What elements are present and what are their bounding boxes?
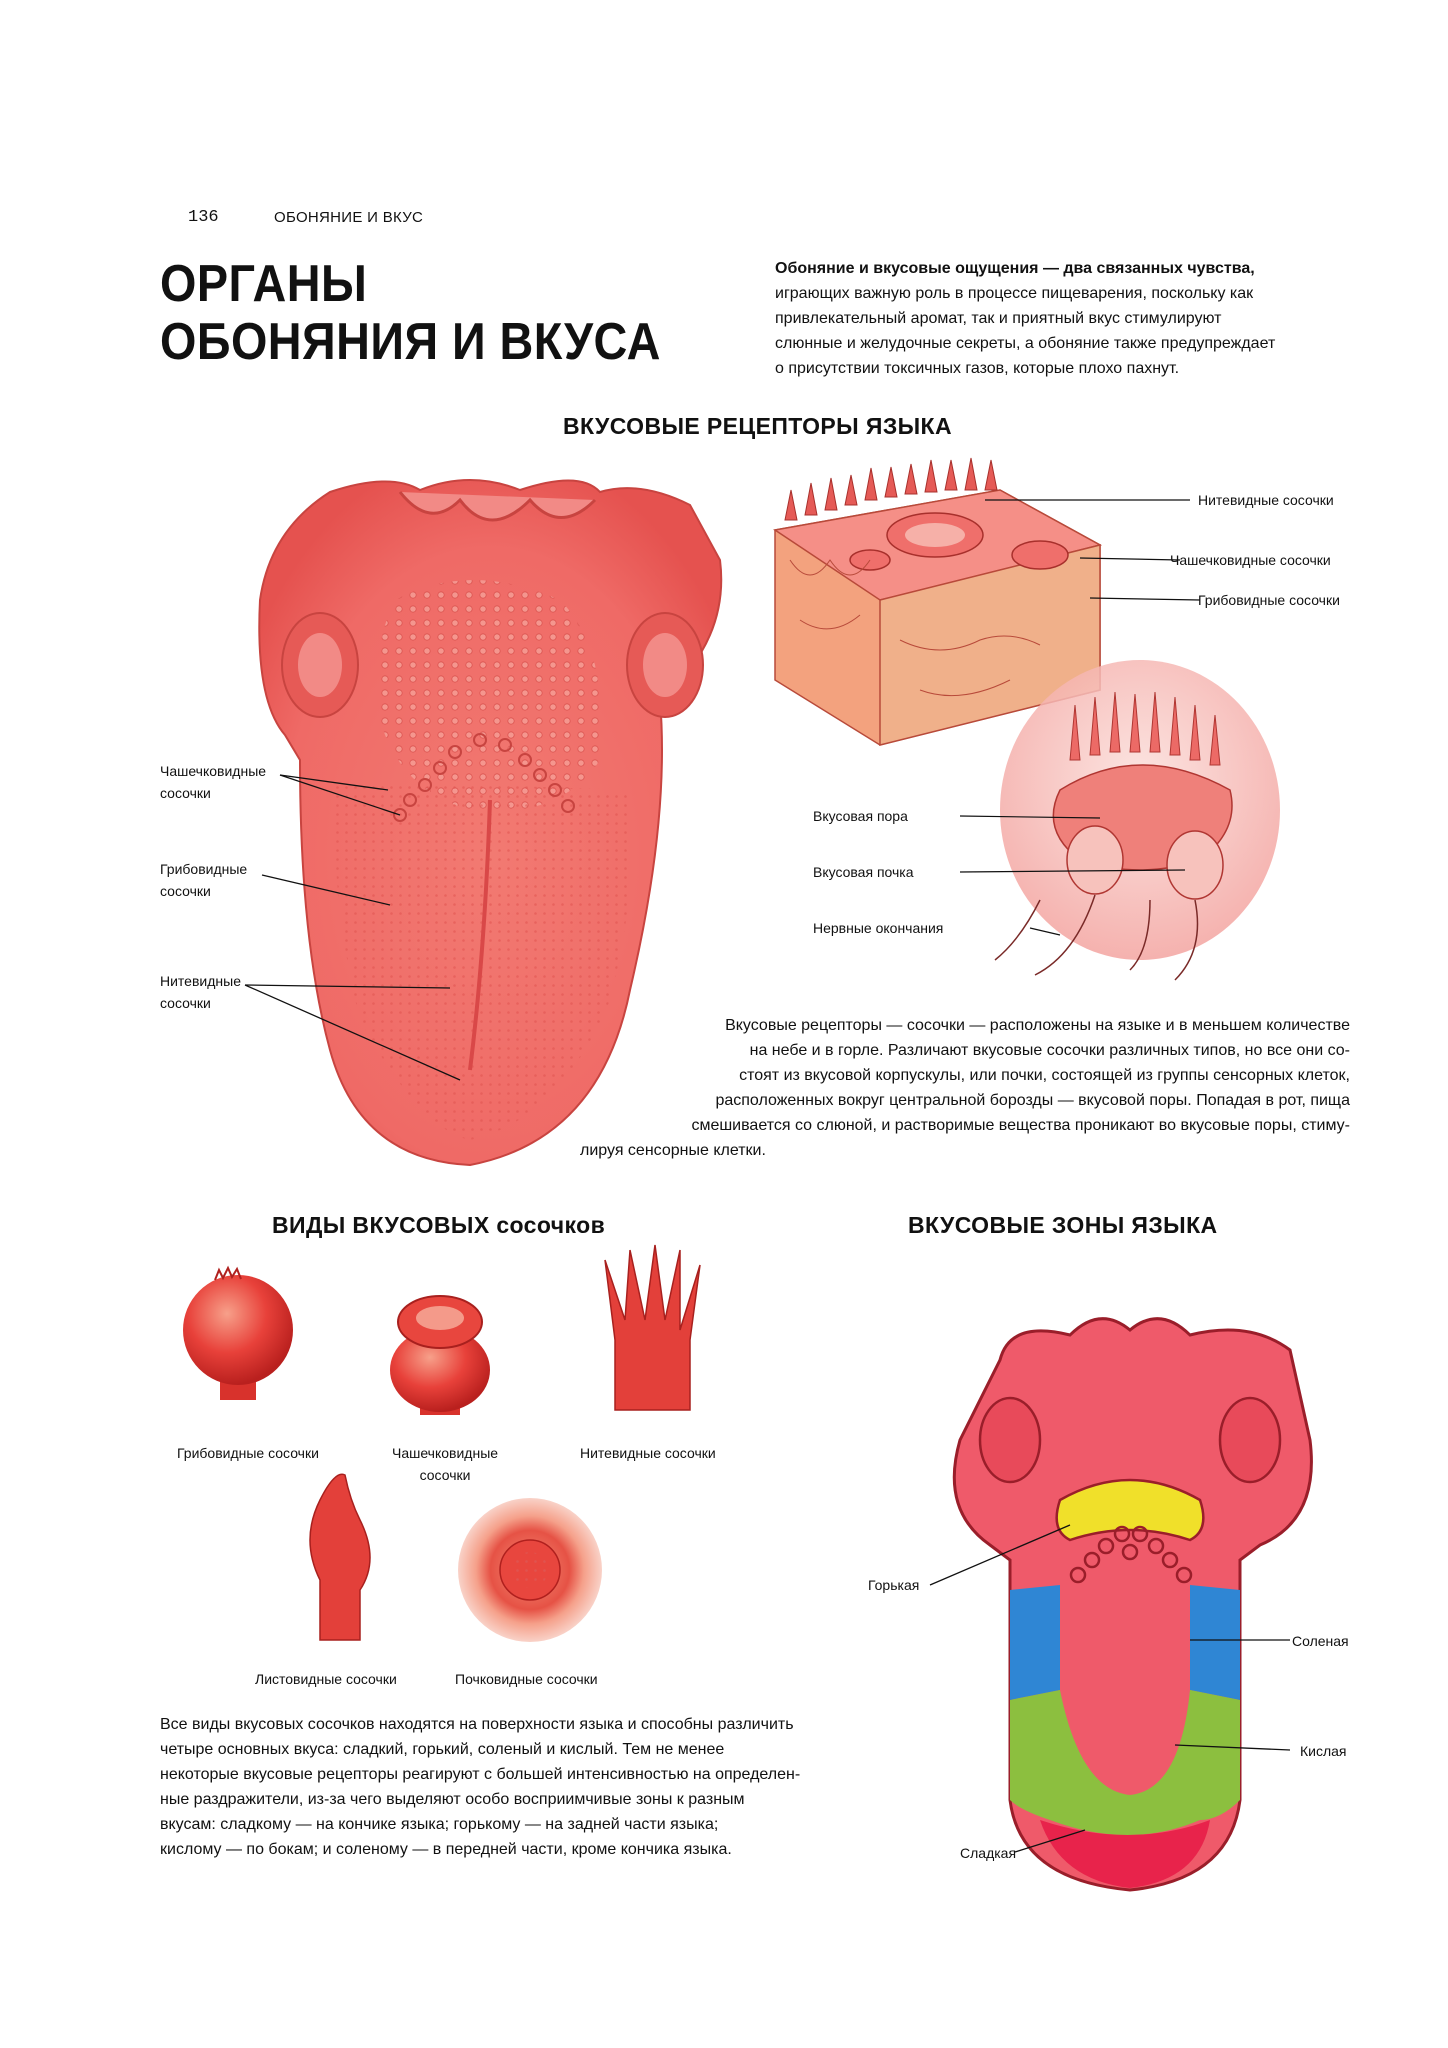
label-type-circumvallate: Чашечковидные сосочки bbox=[392, 1445, 499, 1483]
label-type-bud: Почковидные сосочки bbox=[455, 1671, 598, 1687]
label-block-filiform: Нитевидные сосочки bbox=[1198, 492, 1334, 508]
label-zone-bitter: Горькая bbox=[868, 1577, 920, 1593]
section-title: ОБОНЯНИЕ И ВКУС bbox=[274, 209, 424, 226]
label-filiform: Нитевидные сосочки bbox=[160, 973, 241, 1011]
label-type-foliate: Листовидные сосочки bbox=[255, 1671, 397, 1687]
page-title bbox=[160, 255, 661, 371]
intro-line: о присутствии токсичных газов, которые плохо пахнут. bbox=[775, 360, 1180, 377]
label-zone-sweet: Сладкая bbox=[960, 1845, 1017, 1861]
label-circumvallate: Чашечковидные сосочки bbox=[160, 763, 267, 801]
page-number: 136 bbox=[188, 208, 219, 227]
label-type-fungiform: Грибовидные сосочки bbox=[177, 1445, 319, 1461]
receptors-paragraph: Вкусовые рецепторы — сосочки — расположены на языке и в меньшем количестве на небе и в горле. Различают вкусовые сосочки различных типов, но все они со- стоят из вкусовой корпускулы, или почки, состоящей из группы сенсорных клеток, расположенных вокруг центральной борозды — вкусовой поры. Попадая в рот, пища смешивается со слюной, и растворимые вещества проникают во вкусовые поры, стиму- лируя сенсорные клетки. bbox=[580, 1017, 1350, 1159]
papillae-types-paragraph: Все виды вкусовых сосочков находятся на поверхности языка и способны различить четыре основных вкуса: сладкий, горький, соленый и кислый. Тем не менее некоторые вкусовые рецепторы реагируют с большей интенсивностью на определен- ные раздражители, из-за чего выделяют особо восприимчивые зоны к разным вкусам: сладкому — на кончике языка; горькому — на задней части языка; кислому — по бокам; и соленому — в передней части, кроме кончика языка. bbox=[160, 1716, 801, 1858]
label-nerve-endings: Нервные окончания bbox=[813, 920, 944, 936]
intro-lead: Обоняние и вкусовые ощущения — два связанных чувства, bbox=[775, 260, 1255, 277]
intro-line: слюнные и желудочные секреты, а обоняние также предупреждает bbox=[775, 335, 1276, 352]
papillae-types-heading: ВИДЫ ВКУСОВЫХ сосочков bbox=[272, 1212, 606, 1238]
taste-zones-heading: ВКУСОВЫЕ ЗОНЫ ЯЗЫКА bbox=[908, 1212, 1218, 1238]
label-taste-bud: Вкусовая почка bbox=[813, 864, 914, 880]
page-title-line-1: ОРГАНЫ bbox=[160, 255, 368, 313]
intro-line: играющих важную роль в процессе пищеварения, поскольку как bbox=[775, 285, 1254, 302]
label-zone-salty: Соленая bbox=[1292, 1633, 1349, 1649]
page-title-line-2: ОБОНЯНИЯ И ВКУСА bbox=[160, 313, 661, 371]
label-block-fungiform: Грибовидные сосочки bbox=[1198, 592, 1340, 608]
intro-line: привлекательный аромат, так и приятный вкус стимулируют bbox=[775, 310, 1222, 327]
label-type-filiform: Нитевидные сосочки bbox=[580, 1445, 716, 1461]
intro-paragraph bbox=[775, 256, 1325, 381]
label-block-circumvallate: Чашечковидные сосочки bbox=[1170, 552, 1331, 568]
taste-zones-illustration bbox=[930, 1319, 1311, 1890]
label-taste-pore: Вкусовая пора bbox=[813, 808, 908, 824]
label-fungiform: Грибовидные сосочки bbox=[160, 861, 248, 899]
receptors-heading: ВКУСОВЫЕ РЕЦЕПТОРЫ ЯЗЫКА bbox=[563, 413, 952, 439]
label-zone-sour: Кислая bbox=[1300, 1743, 1347, 1759]
